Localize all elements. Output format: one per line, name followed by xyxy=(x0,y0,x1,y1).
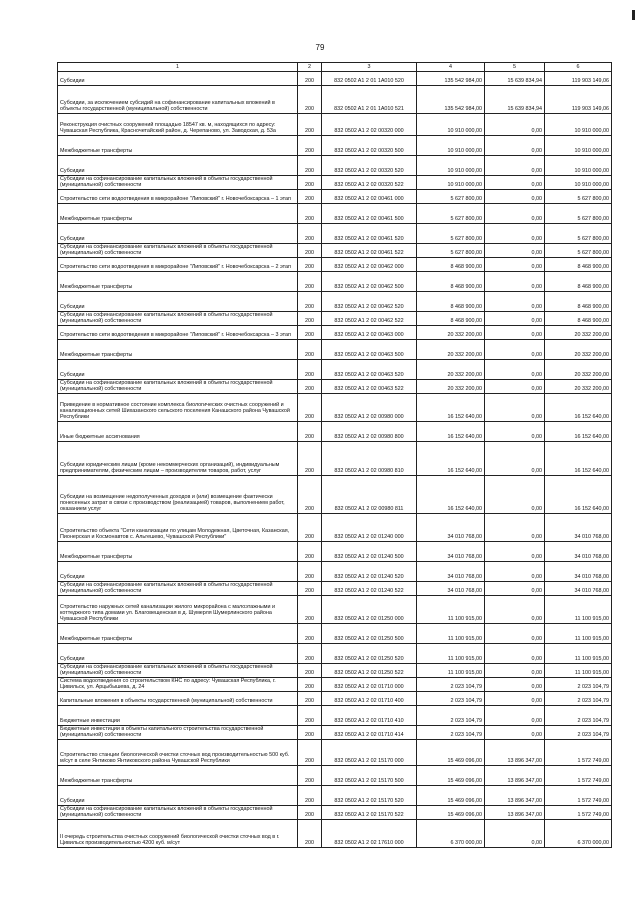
row-remaining-amount-cell: 5 627 800,00 xyxy=(545,224,612,244)
row-executed-amount-cell: 0,00 xyxy=(485,292,545,312)
row-code-cell: 832 0502 A1 2 02 00980 800 xyxy=(322,422,417,442)
row-executed-amount-cell: 13 896 347,00 xyxy=(485,740,545,766)
row-code-cell: 832 0502 A1 2 02 01250 522 xyxy=(322,664,417,678)
row-name-cell: Субсидии xyxy=(58,644,298,664)
row-section-cell: 200 xyxy=(298,806,322,820)
row-name-cell: Строительство станции биологической очистки сточных вод производительностью 500 куб. м/сут в селе Янтиково Янтиковского района Чувашской Республики xyxy=(58,740,298,766)
row-remaining-amount-cell: 16 152 640,00 xyxy=(545,422,612,442)
table-row xyxy=(58,360,612,380)
table-row xyxy=(58,820,612,848)
row-name-cell: Субсидии xyxy=(58,292,298,312)
table-row xyxy=(58,312,612,326)
row-executed-amount-cell: 0,00 xyxy=(485,176,545,190)
row-name-cell: Субсидии на софинансирование капитальных вложений в объекты государственной (муниципальной) собственности xyxy=(58,244,298,258)
row-code-cell: 832 0502 A1 2 02 00463 000 xyxy=(322,326,417,340)
row-approved-amount-cell: 20 332 200,00 xyxy=(417,380,485,394)
table-row xyxy=(58,542,612,562)
table-row xyxy=(58,806,612,820)
row-executed-amount-cell: 13 896 347,00 xyxy=(485,786,545,806)
row-code-cell: 832 0502 A1 2 02 00462 522 xyxy=(322,312,417,326)
row-code-cell: 832 0502 A1 2 02 00320 500 xyxy=(322,136,417,156)
row-approved-amount-cell: 34 010 768,00 xyxy=(417,514,485,542)
row-executed-amount-cell: 0,00 xyxy=(485,394,545,422)
row-remaining-amount-cell: 2 023 104,79 xyxy=(545,726,612,740)
row-approved-amount-cell: 2 023 104,79 xyxy=(417,726,485,740)
row-remaining-amount-cell: 11 100 915,00 xyxy=(545,664,612,678)
row-executed-amount-cell: 0,00 xyxy=(485,644,545,664)
row-section-cell: 200 xyxy=(298,422,322,442)
table-row xyxy=(58,624,612,644)
table-row xyxy=(58,692,612,706)
row-name-cell: Субсидии, за исключением субсидий на софинансирование капитальных вложений в объекты государственной (муниципальной) собственности xyxy=(58,86,298,114)
row-remaining-amount-cell: 8 468 900,00 xyxy=(545,272,612,292)
table-row xyxy=(58,272,612,292)
row-executed-amount-cell: 0,00 xyxy=(485,340,545,360)
row-approved-amount-cell: 34 010 768,00 xyxy=(417,542,485,562)
row-executed-amount-cell: 0,00 xyxy=(485,596,545,624)
row-name-cell: Субсидии на софинансирование капитальных вложений в объекты государственной (муниципальной) собственности xyxy=(58,806,298,820)
table-row xyxy=(58,340,612,360)
row-name-cell: Иные бюджетные ассигнования xyxy=(58,422,298,442)
row-remaining-amount-cell: 1 572 749,00 xyxy=(545,766,612,786)
row-section-cell: 200 xyxy=(298,624,322,644)
row-approved-amount-cell: 5 627 800,00 xyxy=(417,224,485,244)
row-approved-amount-cell: 135 542 984,00 xyxy=(417,86,485,114)
row-remaining-amount-cell: 16 152 640,00 xyxy=(545,394,612,422)
row-approved-amount-cell: 5 627 800,00 xyxy=(417,190,485,204)
row-name-cell: Межбюджетные трансферты xyxy=(58,766,298,786)
row-approved-amount-cell: 15 469 096,00 xyxy=(417,806,485,820)
row-remaining-amount-cell: 5 627 800,00 xyxy=(545,204,612,224)
row-approved-amount-cell: 135 542 984,00 xyxy=(417,72,485,86)
row-section-cell: 200 xyxy=(298,562,322,582)
table-row xyxy=(58,204,612,224)
row-code-cell: 832 0502 A1 2 02 01240 520 xyxy=(322,562,417,582)
row-section-cell: 200 xyxy=(298,394,322,422)
row-remaining-amount-cell: 16 152 640,00 xyxy=(545,476,612,514)
row-executed-amount-cell: 0,00 xyxy=(485,190,545,204)
row-code-cell: 832 0502 A1 2 02 00980 810 xyxy=(322,442,417,476)
row-code-cell: 832 0502 A1 2 02 01710 410 xyxy=(322,706,417,726)
row-remaining-amount-cell: 6 370 000,00 xyxy=(545,820,612,848)
row-name-cell: Капитальные вложения в объекты государственной (муниципальной) собственности xyxy=(58,692,298,706)
row-remaining-amount-cell: 1 572 749,00 xyxy=(545,806,612,820)
row-remaining-amount-cell: 8 468 900,00 xyxy=(545,312,612,326)
row-approved-amount-cell: 11 100 915,00 xyxy=(417,596,485,624)
row-remaining-amount-cell: 20 332 200,00 xyxy=(545,340,612,360)
table-row xyxy=(58,258,612,272)
table-row xyxy=(58,644,612,664)
row-executed-amount-cell: 0,00 xyxy=(485,582,545,596)
row-name-cell: Субсидии на софинансирование капитальных вложений в объекты государственной (муниципальной) собственности xyxy=(58,582,298,596)
row-code-cell: 832 0502 A1 2 02 00461 520 xyxy=(322,224,417,244)
row-executed-amount-cell: 0,00 xyxy=(485,562,545,582)
row-approved-amount-cell: 11 100 915,00 xyxy=(417,624,485,644)
row-code-cell: 832 0502 A1 2 02 15170 500 xyxy=(322,766,417,786)
row-executed-amount-cell: 0,00 xyxy=(485,706,545,726)
row-executed-amount-cell: 0,00 xyxy=(485,258,545,272)
row-executed-amount-cell: 13 896 347,00 xyxy=(485,806,545,820)
row-code-cell: 832 0502 A1 2 02 01240 500 xyxy=(322,542,417,562)
row-name-cell: Межбюджетные трансферты xyxy=(58,624,298,644)
row-code-cell: 832 0502 A1 2 02 00462 500 xyxy=(322,272,417,292)
row-section-cell: 200 xyxy=(298,766,322,786)
row-section-cell: 200 xyxy=(298,86,322,114)
row-executed-amount-cell: 0,00 xyxy=(485,244,545,258)
table-row xyxy=(58,326,612,340)
row-section-cell: 200 xyxy=(298,706,322,726)
table-row xyxy=(58,224,612,244)
row-section-cell: 200 xyxy=(298,312,322,326)
row-executed-amount-cell: 0,00 xyxy=(485,664,545,678)
table-row xyxy=(58,786,612,806)
row-name-cell: Приведение в нормативное состояние комплекса биологических очистных сооружений и канализационных сетей Шихазанского сельского поселения Канашского района Чувашской Республики xyxy=(58,394,298,422)
row-executed-amount-cell: 0,00 xyxy=(485,326,545,340)
table-row xyxy=(58,394,612,422)
row-approved-amount-cell: 8 468 900,00 xyxy=(417,272,485,292)
row-approved-amount-cell: 6 370 000,00 xyxy=(417,820,485,848)
row-remaining-amount-cell: 11 100 915,00 xyxy=(545,644,612,664)
row-name-cell: Субсидии xyxy=(58,72,298,86)
row-code-cell: 832 0502 A1 2 02 01710 414 xyxy=(322,726,417,740)
table-row xyxy=(58,114,612,136)
row-remaining-amount-cell: 8 468 900,00 xyxy=(545,292,612,312)
row-remaining-amount-cell: 10 910 000,00 xyxy=(545,176,612,190)
table-row xyxy=(58,678,612,692)
row-executed-amount-cell: 0,00 xyxy=(485,204,545,224)
header-cell: 3 xyxy=(322,63,417,72)
row-remaining-amount-cell: 11 100 915,00 xyxy=(545,596,612,624)
row-executed-amount-cell: 15 639 834,94 xyxy=(485,72,545,86)
row-section-cell: 200 xyxy=(298,114,322,136)
table-row xyxy=(58,380,612,394)
table-row xyxy=(58,244,612,258)
row-remaining-amount-cell: 5 627 800,00 xyxy=(545,244,612,258)
row-section-cell: 200 xyxy=(298,204,322,224)
row-section-cell: 200 xyxy=(298,542,322,562)
row-code-cell: 832 0502 A1 2 01 1A010 520 xyxy=(322,72,417,86)
row-remaining-amount-cell: 10 910 000,00 xyxy=(545,114,612,136)
row-code-cell: 832 0502 A1 2 02 15170 522 xyxy=(322,806,417,820)
row-section-cell: 200 xyxy=(298,726,322,740)
row-section-cell: 200 xyxy=(298,272,322,292)
row-remaining-amount-cell: 34 010 768,00 xyxy=(545,582,612,596)
row-approved-amount-cell: 16 152 640,00 xyxy=(417,442,485,476)
header-cell: 5 xyxy=(485,63,545,72)
row-executed-amount-cell: 0,00 xyxy=(485,114,545,136)
row-section-cell: 200 xyxy=(298,380,322,394)
row-section-cell: 200 xyxy=(298,442,322,476)
row-name-cell: Субсидии юридическим лицам (кроме некоммерческих организаций), индивидуальным предпринимателям, физическим лицам – производителям товаров, работ, услуг xyxy=(58,442,298,476)
table-row xyxy=(58,190,612,204)
row-executed-amount-cell: 0,00 xyxy=(485,678,545,692)
row-executed-amount-cell: 0,00 xyxy=(485,224,545,244)
row-remaining-amount-cell: 1 572 749,00 xyxy=(545,786,612,806)
row-approved-amount-cell: 8 468 900,00 xyxy=(417,292,485,312)
row-section-cell: 200 xyxy=(298,664,322,678)
row-approved-amount-cell: 2 023 104,79 xyxy=(417,692,485,706)
scan-edge-mark xyxy=(632,10,635,20)
table-row xyxy=(58,664,612,678)
row-name-cell: Система водоотведения со строительством КНС по адресу: Чувашская Республика, г. Цивильск, ул. Арцыбышева, д. 24 xyxy=(58,678,298,692)
row-code-cell: 832 0502 A1 2 02 00980 000 xyxy=(322,394,417,422)
row-approved-amount-cell: 34 010 768,00 xyxy=(417,582,485,596)
row-section-cell: 200 xyxy=(298,190,322,204)
row-remaining-amount-cell: 16 152 640,00 xyxy=(545,442,612,476)
row-approved-amount-cell: 10 910 000,00 xyxy=(417,156,485,176)
table-row xyxy=(58,562,612,582)
row-executed-amount-cell: 0,00 xyxy=(485,692,545,706)
table-row xyxy=(58,136,612,156)
row-executed-amount-cell: 0,00 xyxy=(485,820,545,848)
table-header-row xyxy=(58,63,612,72)
row-code-cell: 832 0502 A1 2 02 15170 000 xyxy=(322,740,417,766)
table-row xyxy=(58,422,612,442)
row-executed-amount-cell: 0,00 xyxy=(485,542,545,562)
row-code-cell: 832 0502 A1 2 02 17610 000 xyxy=(322,820,417,848)
row-name-cell: Межбюджетные трансферты xyxy=(58,340,298,360)
table-row xyxy=(58,442,612,476)
row-remaining-amount-cell: 10 910 000,00 xyxy=(545,136,612,156)
row-code-cell: 832 0502 A1 2 02 01710 000 xyxy=(322,678,417,692)
row-code-cell: 832 0502 A1 2 02 00463 500 xyxy=(322,340,417,360)
row-name-cell: Субсидии на софинансирование капитальных вложений в объекты государственной (муниципальной) собственности xyxy=(58,176,298,190)
row-code-cell: 832 0502 A1 2 02 00462 000 xyxy=(322,258,417,272)
row-name-cell: Субсидии на софинансирование капитальных вложений в объекты государственной (муниципальной) собственности xyxy=(58,380,298,394)
row-executed-amount-cell: 0,00 xyxy=(485,422,545,442)
row-section-cell: 200 xyxy=(298,476,322,514)
row-approved-amount-cell: 15 469 096,00 xyxy=(417,766,485,786)
row-name-cell: Межбюджетные трансферты xyxy=(58,542,298,562)
row-code-cell: 832 0502 A1 2 02 00461 500 xyxy=(322,204,417,224)
page-number: 79 xyxy=(315,43,325,52)
row-remaining-amount-cell: 10 910 000,00 xyxy=(545,156,612,176)
row-name-cell: Строительство сети водоотведения в микрорайоне "Липовский" г. Новочебоксарска – 3 этап xyxy=(58,326,298,340)
row-remaining-amount-cell: 119 903 149,06 xyxy=(545,72,612,86)
row-section-cell: 200 xyxy=(298,678,322,692)
row-section-cell: 200 xyxy=(298,224,322,244)
row-approved-amount-cell: 10 910 000,00 xyxy=(417,176,485,190)
row-name-cell: Субсидии xyxy=(58,786,298,806)
row-section-cell: 200 xyxy=(298,596,322,624)
row-section-cell: 200 xyxy=(298,156,322,176)
row-section-cell: 200 xyxy=(298,644,322,664)
row-approved-amount-cell: 10 910 000,00 xyxy=(417,114,485,136)
row-remaining-amount-cell: 20 332 200,00 xyxy=(545,326,612,340)
row-approved-amount-cell: 15 469 096,00 xyxy=(417,740,485,766)
row-approved-amount-cell: 2 023 104,79 xyxy=(417,678,485,692)
row-executed-amount-cell: 0,00 xyxy=(485,514,545,542)
row-name-cell: Субсидии xyxy=(58,562,298,582)
row-executed-amount-cell: 0,00 xyxy=(485,272,545,292)
row-executed-amount-cell: 15 639 834,94 xyxy=(485,86,545,114)
row-code-cell: 832 0502 A1 2 02 01250 000 xyxy=(322,596,417,624)
row-name-cell: Субсидии xyxy=(58,156,298,176)
row-remaining-amount-cell: 8 468 900,00 xyxy=(545,258,612,272)
row-remaining-amount-cell: 2 023 104,79 xyxy=(545,706,612,726)
row-approved-amount-cell: 15 469 096,00 xyxy=(417,786,485,806)
table-row xyxy=(58,156,612,176)
row-approved-amount-cell: 2 023 104,79 xyxy=(417,706,485,726)
row-approved-amount-cell: 20 332 200,00 xyxy=(417,326,485,340)
row-approved-amount-cell: 5 627 800,00 xyxy=(417,204,485,224)
row-name-cell: Межбюджетные трансферты xyxy=(58,136,298,156)
row-remaining-amount-cell: 34 010 768,00 xyxy=(545,542,612,562)
row-approved-amount-cell: 20 332 200,00 xyxy=(417,340,485,360)
row-section-cell: 200 xyxy=(298,820,322,848)
row-approved-amount-cell: 16 152 640,00 xyxy=(417,394,485,422)
table-row xyxy=(58,476,612,514)
table-row xyxy=(58,596,612,624)
row-section-cell: 200 xyxy=(298,514,322,542)
row-code-cell: 832 0502 A1 2 02 01710 400 xyxy=(322,692,417,706)
row-code-cell: 832 0502 A1 2 02 00980 811 xyxy=(322,476,417,514)
row-code-cell: 832 0502 A1 2 02 00461 000 xyxy=(322,190,417,204)
row-section-cell: 200 xyxy=(298,692,322,706)
table-row xyxy=(58,292,612,312)
row-name-cell: Реконструкция очистных сооружений площадью 18547 кв. м, находящихся по адресу: Чувашская Республика, Красночетайский район, д. Черепаново, ул. Заводская, д. 53а xyxy=(58,114,298,136)
row-executed-amount-cell: 0,00 xyxy=(485,726,545,740)
row-remaining-amount-cell: 2 023 104,79 xyxy=(545,692,612,706)
row-executed-amount-cell: 13 896 347,00 xyxy=(485,766,545,786)
row-name-cell: Субсидии на софинансирование капитальных вложений в объекты государственной (муниципальной) собственности xyxy=(58,312,298,326)
table-body xyxy=(58,72,612,848)
table-row xyxy=(58,582,612,596)
row-code-cell: 832 0502 A1 2 02 00320 522 xyxy=(322,176,417,190)
row-approved-amount-cell: 20 332 200,00 xyxy=(417,360,485,380)
row-code-cell: 832 0502 A1 2 01 1A010 521 xyxy=(322,86,417,114)
row-code-cell: 832 0502 A1 2 02 01250 500 xyxy=(322,624,417,644)
row-section-cell: 200 xyxy=(298,176,322,190)
row-code-cell: 832 0502 A1 2 02 01240 000 xyxy=(322,514,417,542)
table-row xyxy=(58,514,612,542)
row-section-cell: 200 xyxy=(298,740,322,766)
row-section-cell: 200 xyxy=(298,72,322,86)
row-executed-amount-cell: 0,00 xyxy=(485,380,545,394)
row-section-cell: 200 xyxy=(298,136,322,156)
row-section-cell: 200 xyxy=(298,292,322,312)
row-remaining-amount-cell: 119 903 149,06 xyxy=(545,86,612,114)
row-remaining-amount-cell: 2 023 104,79 xyxy=(545,678,612,692)
row-executed-amount-cell: 0,00 xyxy=(485,360,545,380)
row-remaining-amount-cell: 5 627 800,00 xyxy=(545,190,612,204)
row-approved-amount-cell: 11 100 915,00 xyxy=(417,664,485,678)
row-section-cell: 200 xyxy=(298,582,322,596)
header-cell: 2 xyxy=(298,63,322,72)
row-section-cell: 200 xyxy=(298,340,322,360)
row-section-cell: 200 xyxy=(298,326,322,340)
header-cell: 4 xyxy=(417,63,485,72)
row-name-cell: Субсидии xyxy=(58,360,298,380)
row-section-cell: 200 xyxy=(298,786,322,806)
row-section-cell: 200 xyxy=(298,258,322,272)
row-code-cell: 832 0502 A1 2 02 00461 522 xyxy=(322,244,417,258)
row-name-cell: Межбюджетные трансферты xyxy=(58,272,298,292)
row-code-cell: 832 0502 A1 2 02 00320 520 xyxy=(322,156,417,176)
table-row xyxy=(58,766,612,786)
row-section-cell: 200 xyxy=(298,244,322,258)
row-name-cell: Бюджетные инвестиции в объекты капитального строительства государственной (муниципальной) собственности xyxy=(58,726,298,740)
row-name-cell: Строительство сети водоотведения в микрорайоне "Липовский" г. Новочебоксарска – 1 этап xyxy=(58,190,298,204)
row-code-cell: 832 0502 A1 2 02 00463 522 xyxy=(322,380,417,394)
row-approved-amount-cell: 5 627 800,00 xyxy=(417,244,485,258)
header-cell: 1 xyxy=(58,63,298,72)
row-remaining-amount-cell: 1 572 749,00 xyxy=(545,740,612,766)
table-row xyxy=(58,740,612,766)
row-remaining-amount-cell: 34 010 768,00 xyxy=(545,514,612,542)
row-remaining-amount-cell: 20 332 200,00 xyxy=(545,380,612,394)
table-row xyxy=(58,176,612,190)
row-code-cell: 832 0502 A1 2 02 00462 520 xyxy=(322,292,417,312)
budget-table xyxy=(57,62,612,848)
table-row xyxy=(58,726,612,740)
table-row xyxy=(58,86,612,114)
row-executed-amount-cell: 0,00 xyxy=(485,476,545,514)
row-remaining-amount-cell: 34 010 768,00 xyxy=(545,562,612,582)
row-name-cell: Субсидии на возмещение недополученных доходов и (или) возмещение фактически понесенных затрат в связи с производством (реализацией) товаров, выполнением работ, оказанием услуг xyxy=(58,476,298,514)
row-name-cell: Субсидии xyxy=(58,224,298,244)
row-code-cell: 832 0502 A1 2 02 01250 520 xyxy=(322,644,417,664)
row-name-cell: Строительство наружных сетей канализации жилого микрорайона с малоэтажными и коттеджного типа домами ул. Благовещенская в д. Шумерля Шумерлинского района Чувашской Республики xyxy=(58,596,298,624)
row-approved-amount-cell: 16 152 640,00 xyxy=(417,476,485,514)
row-name-cell: Субсидии на софинансирование капитальных вложений в объекты государственной (муниципальной) собственности xyxy=(58,664,298,678)
row-section-cell: 200 xyxy=(298,360,322,380)
table-row xyxy=(58,706,612,726)
row-code-cell: 832 0502 A1 2 02 15170 520 xyxy=(322,786,417,806)
row-name-cell: Бюджетные инвестиции xyxy=(58,706,298,726)
header-cell: 6 xyxy=(545,63,612,72)
row-remaining-amount-cell: 11 100 915,00 xyxy=(545,624,612,644)
row-code-cell: 832 0502 A1 2 02 00320 000 xyxy=(322,114,417,136)
row-approved-amount-cell: 16 152 640,00 xyxy=(417,422,485,442)
row-name-cell: II очередь строительства очистных сооружений биологической очистки сточных вод в г. Цивильск производительностью 4200 куб. м/сут xyxy=(58,820,298,848)
row-executed-amount-cell: 0,00 xyxy=(485,442,545,476)
row-name-cell: Межбюджетные трансферты xyxy=(58,204,298,224)
row-code-cell: 832 0502 A1 2 02 00463 520 xyxy=(322,360,417,380)
row-name-cell: Строительство сети водоотведения в микрорайоне "Липовский" г. Новочебоксарска – 2 этап xyxy=(58,258,298,272)
row-approved-amount-cell: 11 100 915,00 xyxy=(417,644,485,664)
row-approved-amount-cell: 8 468 900,00 xyxy=(417,312,485,326)
row-executed-amount-cell: 0,00 xyxy=(485,312,545,326)
row-code-cell: 832 0502 A1 2 02 01240 522 xyxy=(322,582,417,596)
row-executed-amount-cell: 0,00 xyxy=(485,136,545,156)
row-executed-amount-cell: 0,00 xyxy=(485,624,545,644)
table-row xyxy=(58,72,612,86)
row-approved-amount-cell: 10 910 000,00 xyxy=(417,136,485,156)
row-approved-amount-cell: 8 468 900,00 xyxy=(417,258,485,272)
row-name-cell: Строительство объекта "Сети канализации по улицам Молодежная, Цветочная, Казанская, Пионерская и Космонавтов с. Альгешево, Чувашской Республики" xyxy=(58,514,298,542)
row-remaining-amount-cell: 20 332 200,00 xyxy=(545,360,612,380)
row-approved-amount-cell: 34 010 768,00 xyxy=(417,562,485,582)
row-executed-amount-cell: 0,00 xyxy=(485,156,545,176)
